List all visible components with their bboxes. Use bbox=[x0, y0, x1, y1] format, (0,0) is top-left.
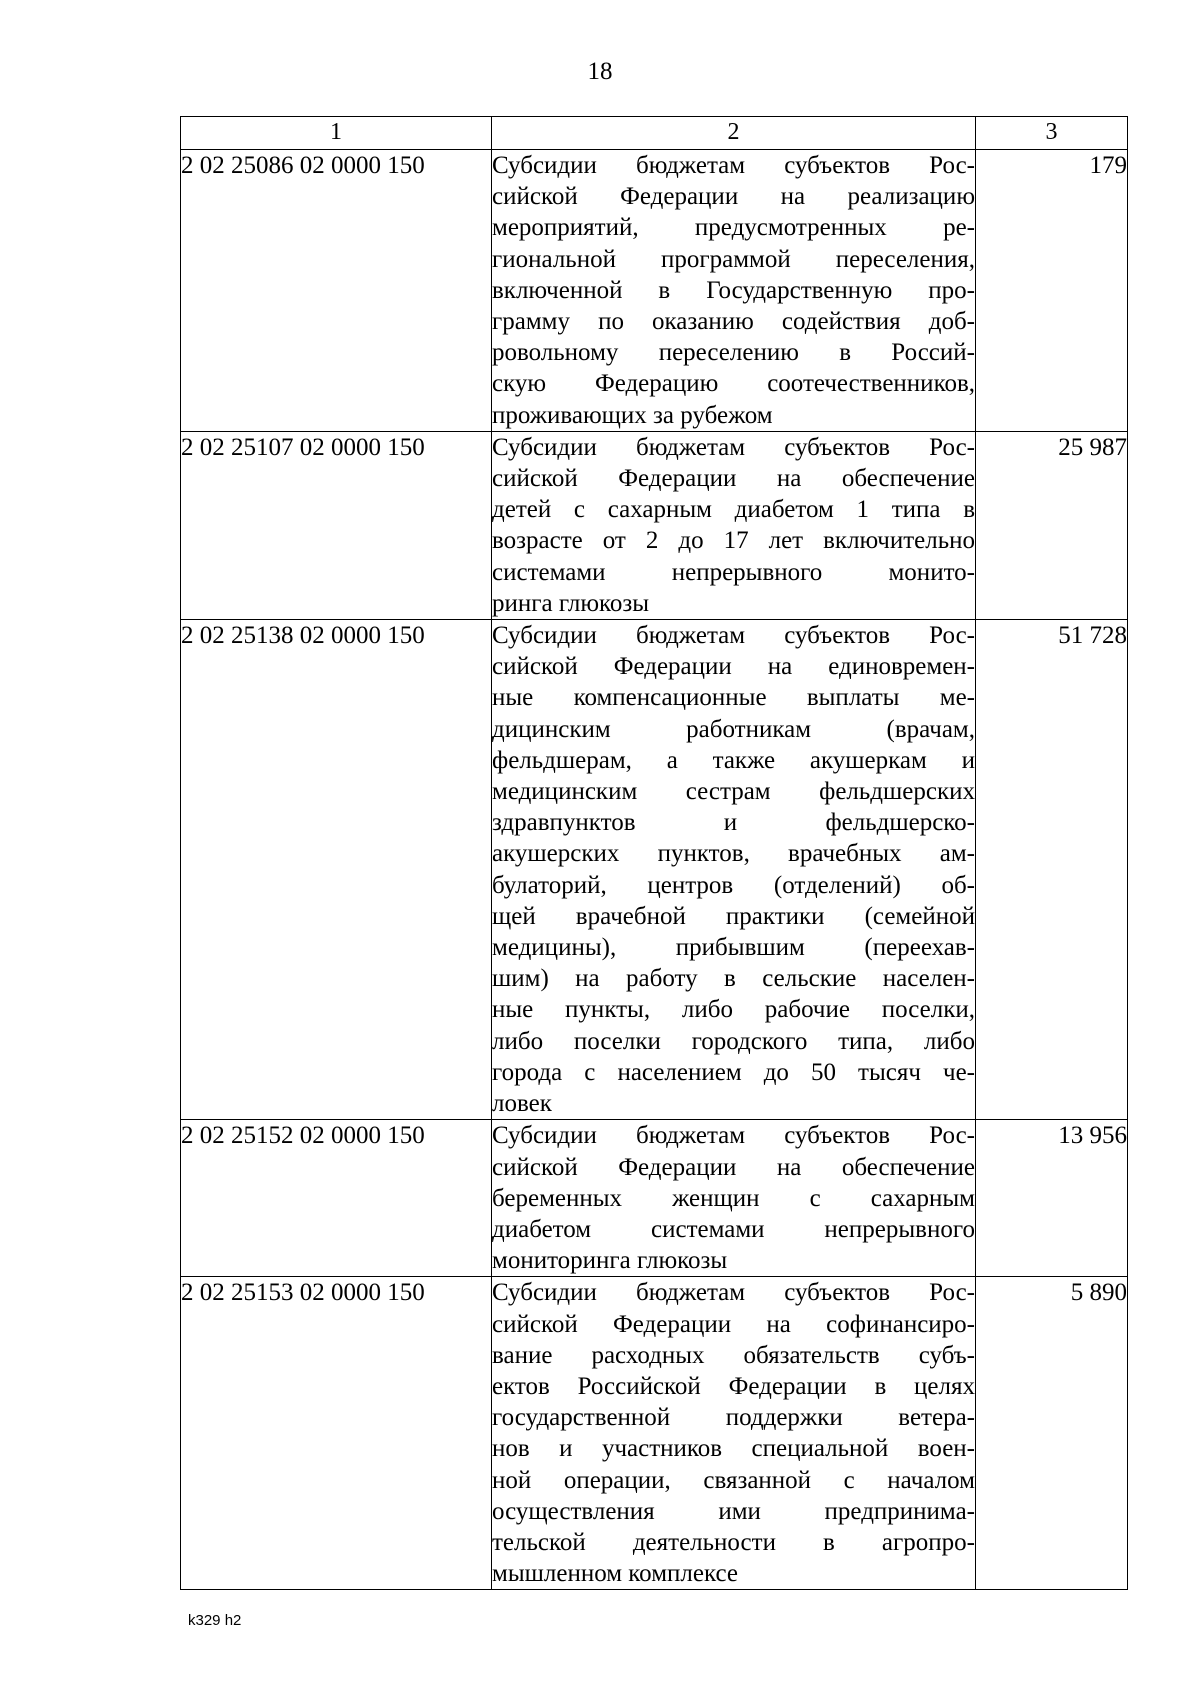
budget-code-cell: 2 02 25152 02 0000 150 bbox=[181, 1120, 492, 1277]
description-cell bbox=[492, 1120, 976, 1277]
table-row bbox=[181, 150, 1128, 432]
description-line: мышленном комплексе bbox=[492, 1560, 738, 1588]
description-line: Субсидии бюджетам субъектов Рос- bbox=[492, 622, 975, 650]
amount-cell: 25 987 bbox=[976, 431, 1128, 619]
description-line: вание расходных обязательств субъ- bbox=[492, 1341, 975, 1369]
description-line: щей врачебной практики (семейной bbox=[492, 902, 975, 930]
description-line: ектов Российской Федерации в целях bbox=[492, 1372, 975, 1400]
description-line: Субсидии бюджетам субъектов Рос- bbox=[492, 152, 975, 179]
description-cell bbox=[492, 150, 976, 432]
table-row bbox=[181, 620, 1128, 1120]
description-line: Субсидии бюджетам субъектов Рос- bbox=[492, 433, 975, 461]
budget-code-cell: 2 02 25107 02 0000 150 bbox=[181, 431, 492, 619]
description-line: гиональной программой переселения, bbox=[492, 245, 975, 273]
description-line: государственной поддержки ветера- bbox=[492, 1404, 975, 1432]
description-line: возрасте от 2 до 17 лет включительно bbox=[492, 527, 975, 555]
description-line: медицины), прибывшим (переехав- bbox=[492, 934, 975, 962]
description-line: города с населением до 50 тысяч че- bbox=[492, 1058, 975, 1086]
description-cell bbox=[492, 620, 976, 1120]
description-line: осуществления ими предпринима- bbox=[492, 1497, 975, 1525]
description-line: здравпунктов и фельдшерско- bbox=[492, 809, 975, 837]
budget-table bbox=[180, 116, 1128, 1590]
budget-code-cell: 2 02 25138 02 0000 150 bbox=[181, 620, 492, 1120]
document-footer-code: k329 h2 bbox=[188, 1612, 242, 1629]
column-header-3: 3 bbox=[976, 117, 1128, 150]
description-line: нов и участников специальной воен- bbox=[492, 1435, 975, 1463]
budget-code-cell: 2 02 25086 02 0000 150 bbox=[181, 150, 492, 432]
description-line: булаторий, центров (отделений) об- bbox=[492, 871, 975, 899]
description-line: дицинским работникам (врачам, bbox=[492, 715, 975, 743]
description-line: ловек bbox=[492, 1090, 552, 1118]
description-line: сийской Федерации на обеспечение bbox=[492, 465, 975, 493]
description-line: включенной в Государственную про- bbox=[492, 276, 975, 304]
description-line: грамму по оказанию содействия доб- bbox=[492, 308, 975, 336]
table-row bbox=[181, 1277, 1128, 1590]
description-line: проживающих за рубежом bbox=[492, 401, 773, 429]
description-line: мероприятий, предусмотренных ре- bbox=[492, 214, 975, 242]
column-header-2: 2 bbox=[492, 117, 976, 150]
description-line: сийской Федерации на софинансиро- bbox=[492, 1310, 975, 1338]
description-line: сийской Федерации на единовремен- bbox=[492, 653, 975, 681]
description-line: фельдшерам, а также акушеркам и bbox=[492, 746, 975, 774]
description-line: шим) на работу в сельские населен- bbox=[492, 965, 975, 993]
description-line: мониторинга глюкозы bbox=[492, 1247, 728, 1275]
description-line: ровольному переселению в Россий- bbox=[492, 339, 975, 367]
amount-cell: 51 728 bbox=[976, 620, 1128, 1120]
description-cell bbox=[492, 1277, 976, 1590]
amount-cell: 13 956 bbox=[976, 1120, 1128, 1277]
description-line: либо поселки городского типа, либо bbox=[492, 1027, 975, 1055]
description-line: ной операции, связанной с началом bbox=[492, 1466, 975, 1494]
description-cell bbox=[492, 431, 976, 619]
table-header-row bbox=[181, 117, 1128, 150]
table-row bbox=[181, 1120, 1128, 1277]
amount-cell: 5 890 bbox=[976, 1277, 1128, 1590]
description-line: ные пункты, либо рабочие поселки, bbox=[492, 996, 975, 1024]
description-line: скую Федерацию соотечественников, bbox=[492, 370, 975, 398]
description-line: Субсидии бюджетам субъектов Рос- bbox=[492, 1279, 975, 1307]
table-row bbox=[181, 431, 1128, 619]
description-line: сийской Федерации на реализацию bbox=[492, 183, 975, 211]
description-line: ринга глюкозы bbox=[492, 589, 650, 617]
budget-code-cell: 2 02 25153 02 0000 150 bbox=[181, 1277, 492, 1590]
page-number: 18 bbox=[587, 58, 613, 85]
description-line: акушерских пунктов, врачебных ам- bbox=[492, 840, 975, 868]
description-line: диабетом системами непрерывного bbox=[492, 1215, 975, 1243]
description-line: беременных женщин с сахарным bbox=[492, 1184, 975, 1212]
description-line: сийской Федерации на обеспечение bbox=[492, 1153, 975, 1181]
description-line: системами непрерывного монито- bbox=[492, 558, 975, 586]
description-line: тельской деятельности в агропро- bbox=[492, 1528, 975, 1556]
description-line: детей с сахарным диабетом 1 типа в bbox=[492, 496, 975, 524]
column-header-1: 1 bbox=[181, 117, 492, 150]
description-line: Субсидии бюджетам субъектов Рос- bbox=[492, 1122, 975, 1150]
description-line: ные компенсационные выплаты ме- bbox=[492, 684, 975, 712]
amount-cell: 179 bbox=[976, 150, 1128, 432]
description-line: медицинским сестрам фельдшерских bbox=[492, 778, 975, 806]
